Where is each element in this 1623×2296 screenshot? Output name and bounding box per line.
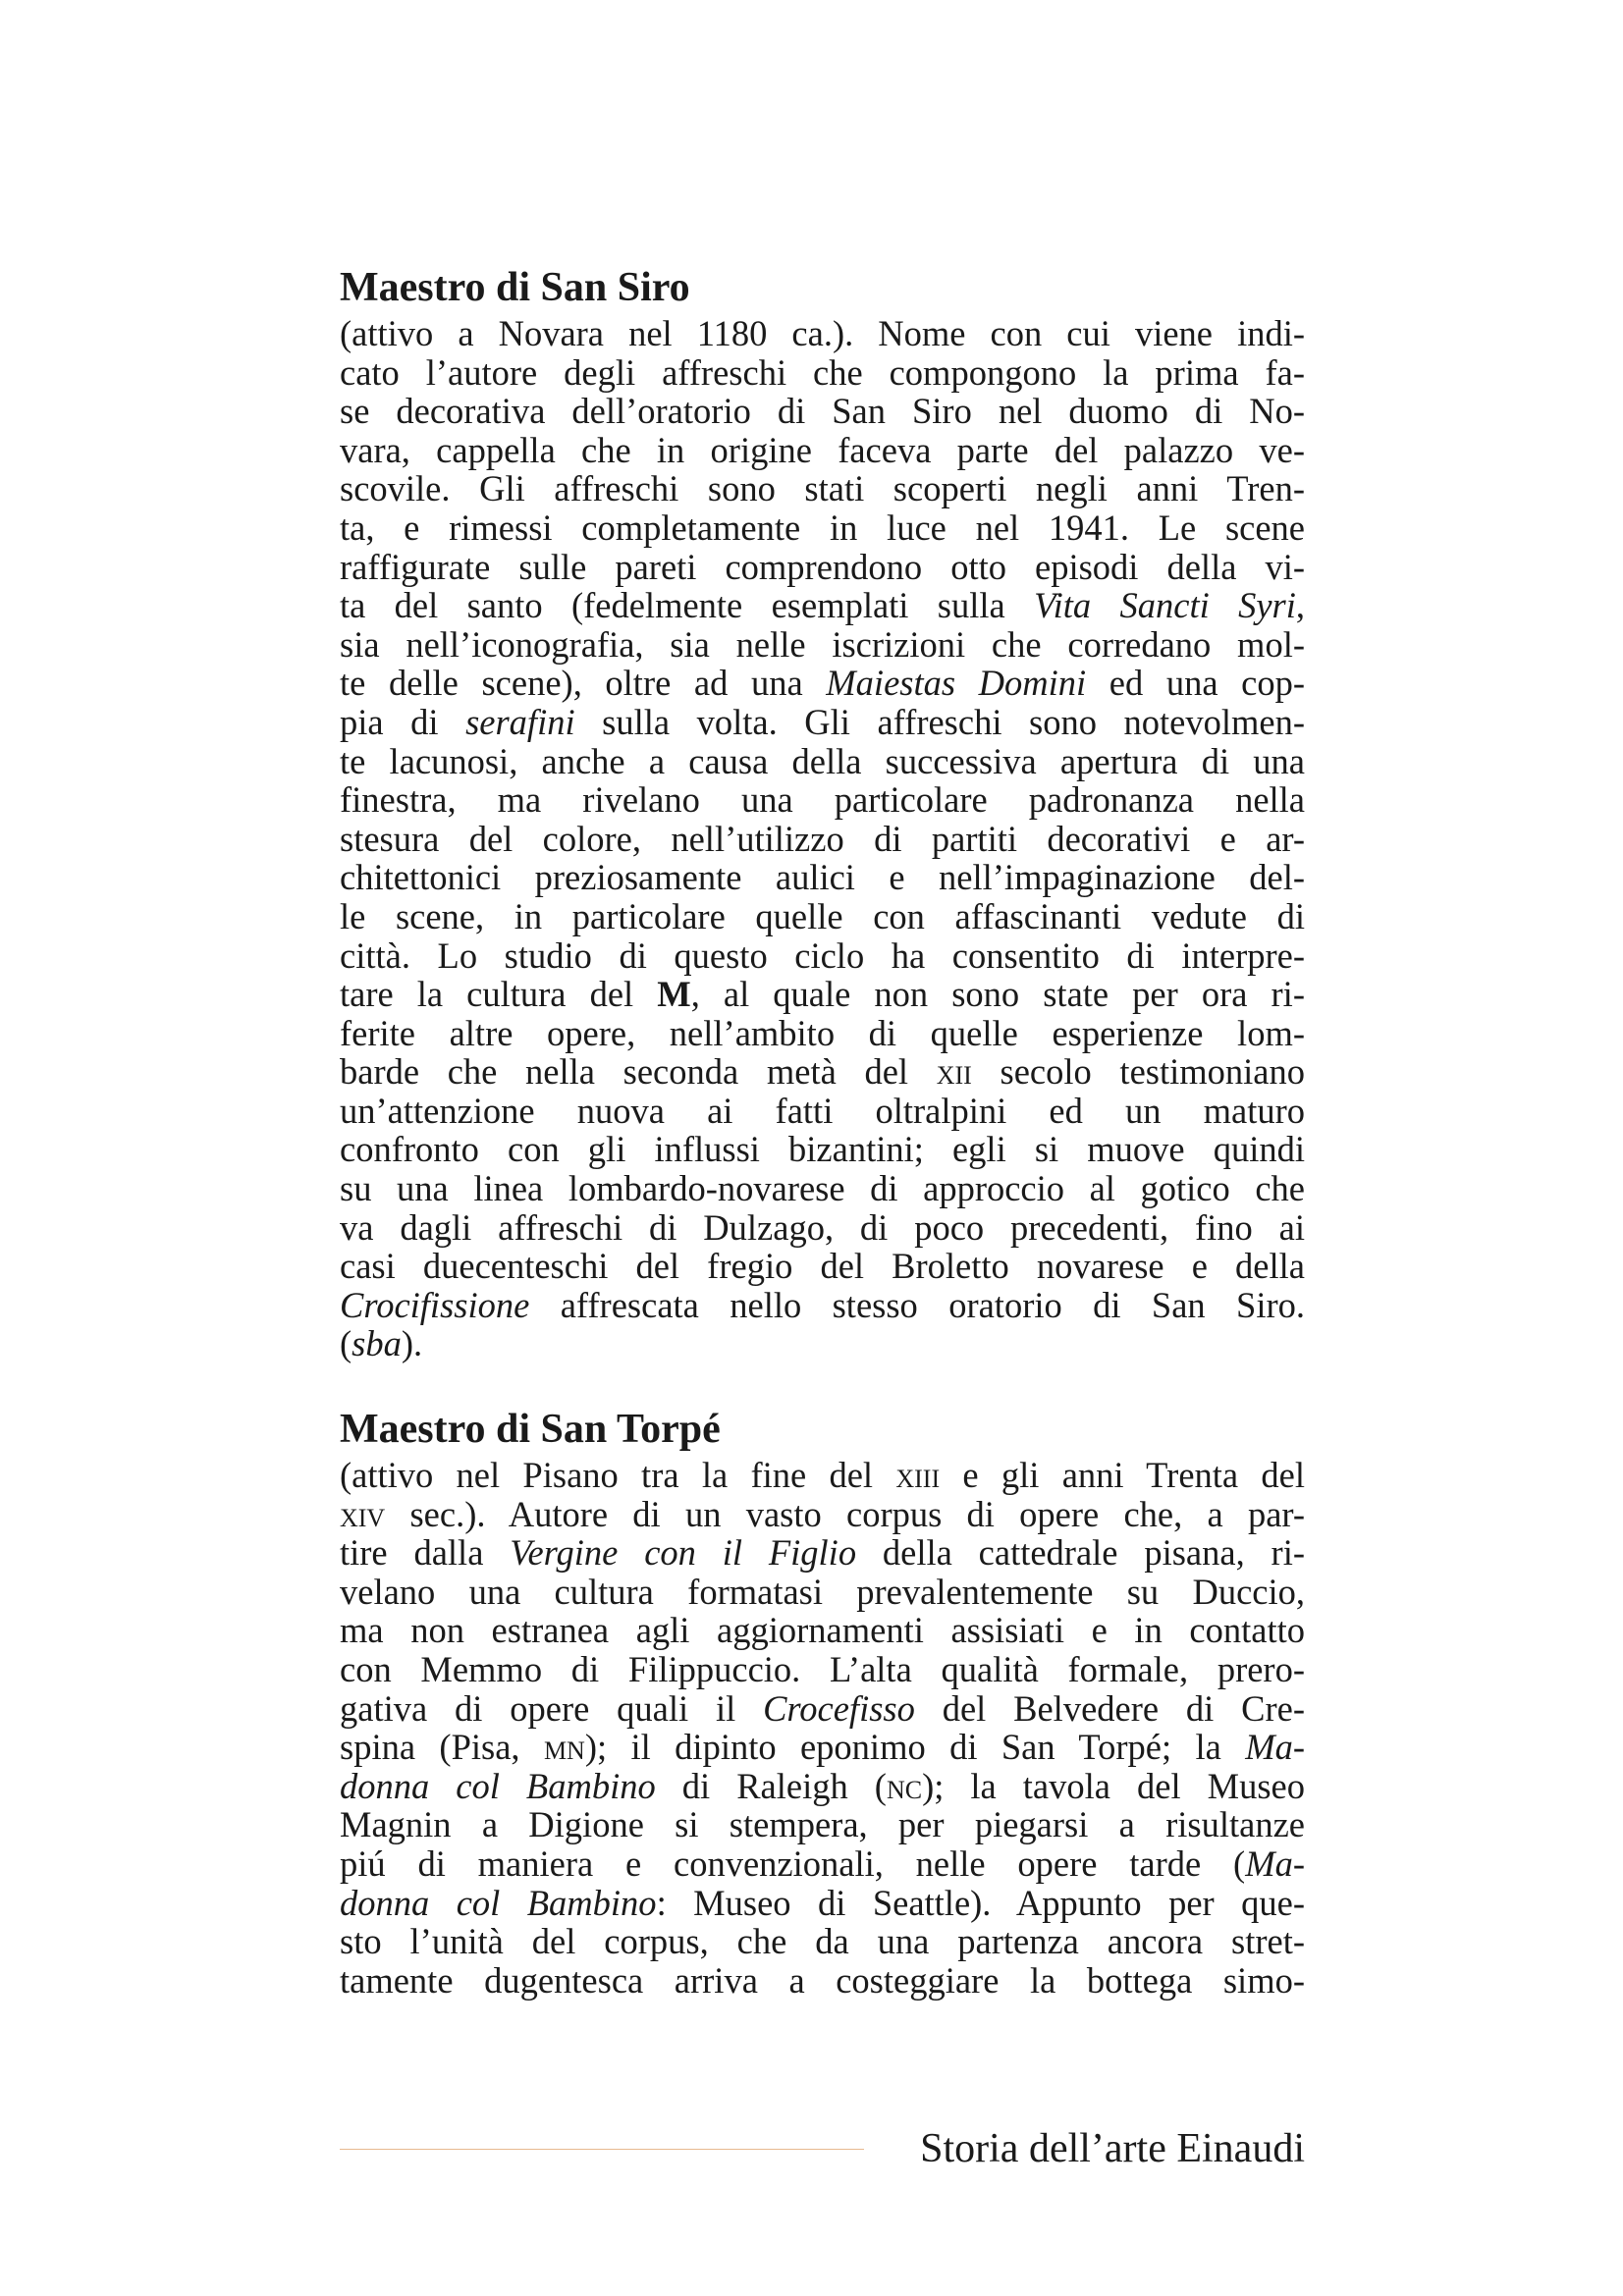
text-line: ferite altre opere, nell’ambito di quelle esperienze lom- xyxy=(340,1012,1305,1053)
text-line: sto l’unità del corpus, che da una partenza ancora stret- xyxy=(340,1921,1305,1962)
italic-title: Ma- xyxy=(1245,1727,1305,1768)
text-line: Magnin a Digione si stempera, per piegarsi a risultanze xyxy=(340,1804,1305,1845)
italic-title: Vergine con il Figlio xyxy=(510,1532,857,1574)
text-line: se decorativa dell’oratorio di San Siro nel duomo di No- xyxy=(340,391,1305,432)
roman-numeral: xiii xyxy=(895,1455,941,1496)
text-line: pia di serafini sulla volta. Gli affreschi sono notevolmen- xyxy=(340,701,1305,742)
italic-title: donna col Bambino xyxy=(340,1882,657,1923)
text-line: donna col Bambino: Museo di Seattle). Appunto per que- xyxy=(340,1882,1305,1923)
text-line: te lacunosi, anche a causa della successiva apertura di una xyxy=(340,740,1305,781)
text-line: sia nell’iconografia, sia nelle iscrizioni che corredano mol- xyxy=(340,623,1305,665)
italic-title: Crocifissione xyxy=(340,1284,530,1325)
text-line: tamente dugentesca arriva a costeggiare la bottega simo- xyxy=(340,1959,1305,2001)
entry-title: Maestro di San Siro xyxy=(340,265,690,310)
italic-term: serafini xyxy=(465,701,575,742)
text-line: un’attenzione nuova ai fatti oltralpini ed un maturo xyxy=(340,1090,1305,1131)
italic-title: Crocefisso xyxy=(763,1687,915,1729)
page-content xyxy=(340,265,1305,2043)
text-line: (sba). xyxy=(340,1323,423,1364)
text-line: stesura del colore, nell’utilizzo di partiti decorativi e ar- xyxy=(340,818,1305,859)
text-line: raffigurate sulle pareti comprendono otto episodi della vi- xyxy=(340,546,1305,587)
entry-body xyxy=(340,1456,1305,2000)
text-line: cato l’autore degli affreschi che compongono la prima fa- xyxy=(340,351,1305,393)
text-line: le scene, in particolare quelle con affascinanti vedute di xyxy=(340,895,1305,936)
text-line: su una linea lombardo-novarese di approccio al gotico che xyxy=(340,1168,1305,1209)
state-abbrev: nc xyxy=(886,1765,923,1806)
roman-numeral: xiv xyxy=(340,1493,386,1534)
text-line: casi duecenteschi del fregio del Broletto novarese e della xyxy=(340,1246,1305,1287)
italic-title: Ma- xyxy=(1245,1842,1305,1884)
footer-publisher: Storia dell’arte Einaudi xyxy=(920,2126,1305,2171)
bold-abbrev: M xyxy=(657,974,691,1015)
italic-title: Maiestas Domini xyxy=(826,663,1087,704)
entry-title: Maestro di San Torpé xyxy=(340,1407,721,1453)
text-line: ta del santo (fedelmente esemplati sulla Vita Sancti Syri, xyxy=(340,585,1305,626)
entry-body xyxy=(340,314,1305,1363)
text-line: (attivo a Novara nel 1180 ca.). Nome con cui viene indi- xyxy=(340,313,1305,353)
text-line: ma non estranea agli aggiornamenti assisiati e in contatto xyxy=(340,1610,1305,1651)
text-line: spina (Pisa, mn); il dipinto eponimo di San Torpé; la Ma- xyxy=(340,1727,1305,1768)
italic-title: Vita Sancti Syri xyxy=(1034,585,1296,626)
text-line: tire dalla Vergine con il Figlio della cattedrale pisana, ri- xyxy=(340,1532,1305,1574)
text-line: donna col Bambino di Raleigh (nc); la tavola del Museo xyxy=(340,1765,1305,1806)
italic-title: donna col Bambino xyxy=(340,1765,656,1806)
text-line: Crocifissione affrescata nello stesso oratorio di San Siro. xyxy=(340,1284,1305,1325)
text-line: barde che nella seconda metà del xii secolo testimoniano xyxy=(340,1051,1305,1093)
page-footer xyxy=(340,2125,1305,2174)
footer-rule xyxy=(340,2149,864,2150)
text-line: (attivo nel Pisano tra la fine del xiii e gli anni Trenta del xyxy=(340,1455,1305,1496)
text-line: tare la cultura del M, al quale non sono state per ora ri- xyxy=(340,974,1305,1015)
text-line: velano una cultura formatasi prevalentemente su Duccio, xyxy=(340,1571,1305,1612)
text-line: te delle scene), oltre ad una Maiestas Domini ed una cop- xyxy=(340,663,1306,704)
museum-abbrev: mn xyxy=(543,1727,585,1768)
author-initials: sba xyxy=(352,1323,402,1364)
text-line: città. Lo studio di questo ciclo ha consentito di interpre- xyxy=(340,934,1305,976)
text-line: scovile. Gli affreschi sono stati scoperti negli anni Tren- xyxy=(340,468,1305,509)
text-line: chitettonici preziosamente aulici e nell’impaginazione del- xyxy=(340,857,1305,898)
text-line: confronto con gli influssi bizantini; egli si muove quindi xyxy=(340,1129,1305,1170)
text-line: xiv sec.). Autore di un vasto corpus di opere che, a par- xyxy=(340,1493,1305,1534)
text-line: va dagli affreschi di Dulzago, di poco precedenti, fino ai xyxy=(340,1206,1305,1248)
text-line: ta, e rimessi completamente in luce nel 1941. Le scene xyxy=(340,507,1305,548)
text-line: finestra, ma rivelano una particolare padronanza nella xyxy=(340,779,1305,821)
text-line: gativa di opere quali il Crocefisso del Belvedere di Cre- xyxy=(340,1687,1305,1729)
text-line: vara, cappella che in origine faceva parte del palazzo ve- xyxy=(340,429,1305,470)
text-line: con Memmo di Filippuccio. L’alta qualità formale, prero- xyxy=(340,1649,1305,1689)
entry-san-torpe xyxy=(340,1407,1305,2000)
entry-san-siro xyxy=(340,265,1305,1363)
text-line: piú di maniera e convenzionali, nelle opere tarde (Ma- xyxy=(340,1842,1305,1884)
roman-numeral: xii xyxy=(936,1051,972,1093)
